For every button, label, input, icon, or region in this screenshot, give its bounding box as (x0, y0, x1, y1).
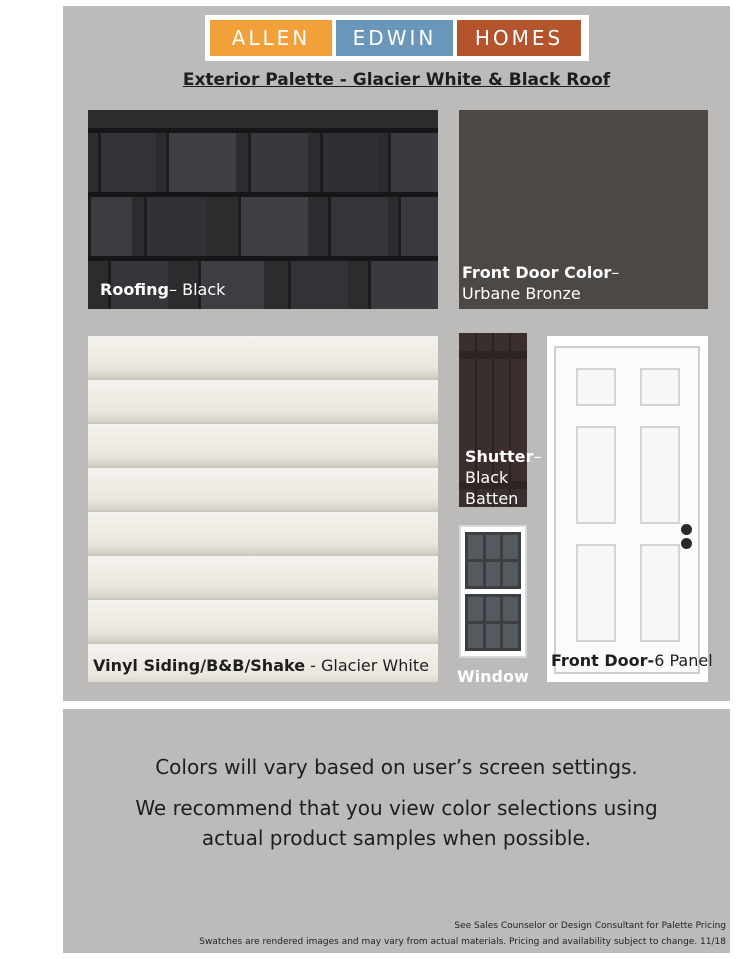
siding-name: Vinyl Siding/B&B/Shake (93, 656, 306, 675)
shutter-name: Shutter (465, 447, 534, 466)
siding-sep: - (305, 656, 322, 675)
front-door-value: 6 Panel (654, 651, 713, 670)
allen-edwin-homes-logo (205, 15, 589, 61)
logo-allen: ALLEN (210, 20, 332, 56)
door-knob-icon (681, 524, 692, 535)
disclaimer-note: Swatches are rendered images and may vary from actual materials. Pricing and availability subject to change. 11/18 (199, 937, 726, 947)
front-door-color-sep: – (611, 263, 620, 282)
siding-label (93, 655, 429, 676)
door-deadbolt-icon (681, 538, 692, 549)
front-door-swatch (547, 336, 708, 682)
front-door-color-name: Front Door Color (462, 263, 612, 282)
palette-title: Exterior Palette - Glacier White & Black Roof (182, 70, 611, 90)
window-swatch (459, 525, 527, 658)
pricing-note: See Sales Counselor or Design Consultant for Palette Pricing (454, 921, 726, 931)
front-door-color-label (462, 262, 619, 304)
notice-line-2: We recommend that you view color selections using (135, 796, 658, 820)
window-name: Window (457, 667, 529, 686)
door-frame (554, 346, 700, 674)
roofing-name: Roofing (100, 280, 170, 299)
roofing-sep: – (169, 280, 183, 299)
roofing-value: Black (182, 280, 226, 299)
roofing-label (100, 279, 225, 300)
logo-edwin: EDWIN (336, 20, 453, 56)
front-door-color-value: Urbane Bronze (462, 284, 581, 303)
window-label (457, 666, 529, 687)
front-door-name: Front Door- (551, 651, 655, 670)
shutter-value-line1: Black (465, 468, 509, 487)
notice-line-3: actual product samples when possible. (201, 826, 592, 850)
vinyl-siding-swatch (88, 336, 438, 682)
shutter-label (465, 446, 541, 509)
logo-homes: HOMES (457, 20, 581, 56)
shutter-sep: – (533, 447, 542, 466)
front-door-label (551, 650, 713, 671)
notice-line-1: Colors will vary based on user’s screen settings. (155, 755, 638, 779)
siding-value: Glacier White (321, 656, 429, 675)
shutter-value-line2: Batten (465, 489, 519, 508)
